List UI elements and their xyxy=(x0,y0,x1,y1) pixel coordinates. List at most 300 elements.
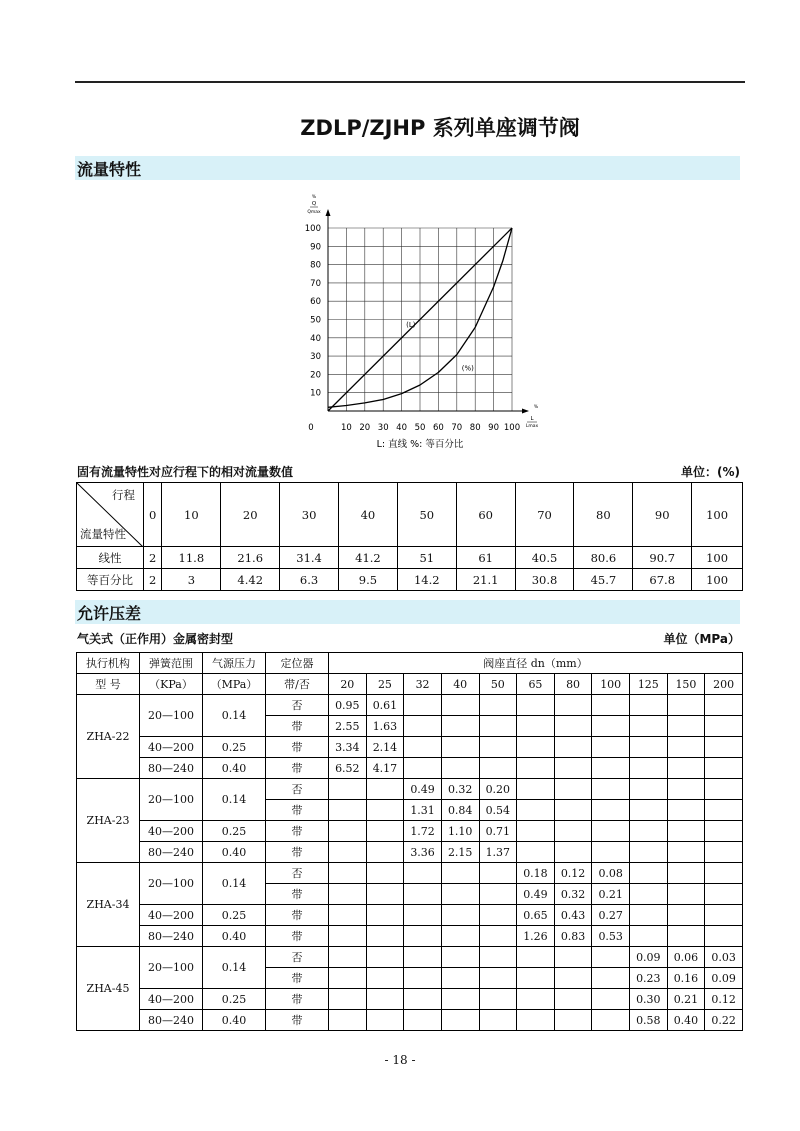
pressure-cell: 0.53 xyxy=(592,926,630,947)
pressure-cell xyxy=(592,737,630,758)
actuator-model: ZHA-45 xyxy=(77,947,140,1031)
table1-cell: 30.8 xyxy=(515,569,574,591)
pressure-cell xyxy=(366,926,404,947)
x-unit-l: L xyxy=(530,416,534,422)
pressure-cell xyxy=(517,947,555,968)
air-pressure: 0.14 xyxy=(203,947,266,989)
pressure-cell xyxy=(404,947,442,968)
pressure-cell xyxy=(366,842,404,863)
table-row xyxy=(77,863,743,884)
pressure-cell: 0.65 xyxy=(517,905,555,926)
table1-stroke-header: 100 xyxy=(692,483,743,547)
table1-stroke-header: 90 xyxy=(633,483,692,547)
positioner: 带 xyxy=(266,989,329,1010)
table-row xyxy=(77,821,743,842)
x-unit-top: % xyxy=(533,405,539,410)
pressure-cell xyxy=(667,716,705,737)
pressure-cell xyxy=(366,968,404,989)
pressure-cell xyxy=(479,884,517,905)
header-dn: 65 xyxy=(517,674,555,695)
pressure-cell: 2.15 xyxy=(441,842,479,863)
table2-header-row-1 xyxy=(77,653,743,674)
document-title: ZDLP/ZJHP 系列单座调节阀 xyxy=(300,116,580,140)
pressure-cell: 2.14 xyxy=(366,737,404,758)
pressure-cell: 1.31 xyxy=(404,800,442,821)
spring-range: 80—240 xyxy=(140,926,203,947)
positioner: 带 xyxy=(266,968,329,989)
pressure-cell xyxy=(592,695,630,716)
pressure-cell xyxy=(441,737,479,758)
pressure-cell xyxy=(366,800,404,821)
pressure-cell: 0.06 xyxy=(667,947,705,968)
header-dn: 25 xyxy=(366,674,404,695)
pressure-cell xyxy=(329,863,367,884)
pressure-cell xyxy=(517,779,555,800)
x-tick-label: 80 xyxy=(469,423,481,433)
pressure-cell: 0.21 xyxy=(592,884,630,905)
pressure-cell: 0.95 xyxy=(329,695,367,716)
pressure-cell xyxy=(630,695,668,716)
positioner: 带 xyxy=(266,884,329,905)
pressure-cell: 0.84 xyxy=(441,800,479,821)
air-pressure: 0.14 xyxy=(203,863,266,905)
header-dn: 100 xyxy=(592,674,630,695)
relative-flow-table xyxy=(76,482,743,591)
pressure-cell xyxy=(705,779,743,800)
pressure-cell xyxy=(630,821,668,842)
positioner: 带 xyxy=(266,800,329,821)
pressure-cell xyxy=(366,989,404,1010)
positioner: 否 xyxy=(266,863,329,884)
header-dn: 80 xyxy=(554,674,592,695)
table1-row-label: 线性 xyxy=(77,547,144,569)
pressure-cell: 0.18 xyxy=(517,863,555,884)
table1-stroke-header: 40 xyxy=(339,483,398,547)
pressure-cell xyxy=(554,758,592,779)
table1-cell: 6.3 xyxy=(280,569,339,591)
table1-stroke-header: 30 xyxy=(280,483,339,547)
y-unit-top: % xyxy=(311,195,317,200)
pressure-cell xyxy=(554,716,592,737)
header-spring: 弹簧范围 xyxy=(140,653,203,674)
x-tick-label: 10 xyxy=(340,423,352,433)
pressure-cell xyxy=(329,905,367,926)
pressure-cell xyxy=(705,884,743,905)
spring-range: 20—100 xyxy=(140,695,203,737)
table1-stroke-header: 50 xyxy=(397,483,456,547)
table1-cell: 40.5 xyxy=(515,547,574,569)
pressure-cell xyxy=(592,968,630,989)
actuator-model: ZHA-22 xyxy=(77,695,140,779)
x-tick-label: 70 xyxy=(451,423,463,433)
y-unit-bottom: Qmax xyxy=(307,210,321,215)
pressure-cell xyxy=(441,863,479,884)
pressure-cell xyxy=(404,863,442,884)
header-dn: 150 xyxy=(667,674,705,695)
header-seat-diameter: 阀座直径 dn（mm） xyxy=(329,653,743,674)
pressure-cell xyxy=(404,989,442,1010)
table1-header-row xyxy=(77,483,743,547)
table1-caption: 固有流量特性对应行程下的相对流量数值 xyxy=(77,465,294,479)
spring-range: 40—200 xyxy=(140,989,203,1010)
table1-cell: 21.6 xyxy=(221,547,280,569)
pressure-cell xyxy=(517,716,555,737)
table1-corner-cell xyxy=(77,483,144,547)
y-tick-label: 10 xyxy=(310,388,321,399)
pressure-cell: 0.61 xyxy=(366,695,404,716)
pressure-cell xyxy=(404,758,442,779)
x-tick-label: 30 xyxy=(377,423,389,433)
pressure-cell xyxy=(441,716,479,737)
y-tick-label: 100 xyxy=(304,224,321,234)
pressure-cell xyxy=(705,800,743,821)
table-row xyxy=(77,758,743,779)
y-tick-label: 60 xyxy=(310,297,321,308)
pressure-cell xyxy=(554,737,592,758)
pressure-cell xyxy=(554,968,592,989)
pressure-cell xyxy=(667,821,705,842)
pressure-cell xyxy=(705,716,743,737)
air-pressure: 0.25 xyxy=(203,737,266,758)
table1-cell: 90.7 xyxy=(633,547,692,569)
header-dn: 20 xyxy=(329,674,367,695)
table-row xyxy=(77,737,743,758)
table2-caption: 气关式（正作用）金属密封型 xyxy=(77,632,234,646)
pressure-cell xyxy=(554,989,592,1010)
positioner: 带 xyxy=(266,1010,329,1031)
pressure-difference-table xyxy=(76,652,743,1031)
pressure-cell xyxy=(630,905,668,926)
pressure-cell xyxy=(441,926,479,947)
pressure-cell: 2.55 xyxy=(329,716,367,737)
section-allowable-pressure xyxy=(75,600,740,624)
positioner: 否 xyxy=(266,779,329,800)
pressure-cell: 0.09 xyxy=(630,947,668,968)
pressure-cell xyxy=(404,968,442,989)
pressure-cell xyxy=(329,968,367,989)
pressure-cell: 0.21 xyxy=(667,989,705,1010)
pressure-cell xyxy=(554,695,592,716)
pressure-cell xyxy=(554,947,592,968)
pressure-cell xyxy=(404,884,442,905)
actuator-model: ZHA-23 xyxy=(77,779,140,863)
table1-stroke-header: 10 xyxy=(162,483,221,547)
table1-cell: 61 xyxy=(456,547,515,569)
spring-range: 40—200 xyxy=(140,905,203,926)
pressure-cell: 0.58 xyxy=(630,1010,668,1031)
page-number: - 18 - xyxy=(384,1053,416,1067)
pressure-cell xyxy=(404,737,442,758)
pressure-cell xyxy=(441,695,479,716)
pressure-cell: 0.54 xyxy=(479,800,517,821)
table-row xyxy=(77,779,743,800)
pressure-cell xyxy=(441,758,479,779)
pressure-cell: 1.37 xyxy=(479,842,517,863)
table-row xyxy=(77,947,743,968)
pressure-cell xyxy=(329,1010,367,1031)
positioner: 带 xyxy=(266,842,329,863)
table1-cell: 100 xyxy=(692,547,743,569)
pressure-cell xyxy=(441,968,479,989)
pressure-cell xyxy=(329,779,367,800)
pressure-cell xyxy=(404,905,442,926)
pressure-cell xyxy=(366,821,404,842)
pressure-cell xyxy=(630,926,668,947)
x-axis-arrow xyxy=(522,409,529,414)
table1-cell: 45.7 xyxy=(574,569,633,591)
pressure-cell xyxy=(592,800,630,821)
table-row xyxy=(77,547,743,569)
table1-cell: 2 xyxy=(144,569,162,591)
table2-header-row-2 xyxy=(77,674,743,695)
table1-stroke-header: 0 xyxy=(144,483,162,547)
pressure-cell xyxy=(630,884,668,905)
pressure-cell xyxy=(441,1010,479,1031)
pressure-cell xyxy=(479,947,517,968)
pressure-cell xyxy=(630,842,668,863)
table1-cell: 100 xyxy=(692,569,743,591)
pressure-cell: 0.49 xyxy=(517,884,555,905)
header-air-unit: （MPa） xyxy=(203,674,266,695)
origin-label: 0 xyxy=(308,423,314,433)
table1-stroke-header: 80 xyxy=(574,483,633,547)
spring-range: 80—240 xyxy=(140,1010,203,1031)
positioner: 否 xyxy=(266,695,329,716)
pressure-cell: 0.12 xyxy=(705,989,743,1010)
pressure-cell xyxy=(667,758,705,779)
pressure-cell: 4.17 xyxy=(366,758,404,779)
table1-cell: 9.5 xyxy=(339,569,398,591)
pressure-cell xyxy=(517,800,555,821)
pressure-cell xyxy=(479,1010,517,1031)
actuator-model: ZHA-34 xyxy=(77,863,140,947)
table1-stroke-header: 20 xyxy=(221,483,280,547)
table1-cell: 21.1 xyxy=(456,569,515,591)
pressure-cell: 6.52 xyxy=(329,758,367,779)
pressure-cell xyxy=(479,695,517,716)
x-tick-label: 90 xyxy=(488,423,500,433)
spring-range: 20—100 xyxy=(140,779,203,821)
pressure-cell xyxy=(329,842,367,863)
spring-range: 20—100 xyxy=(140,947,203,989)
pressure-cell xyxy=(705,842,743,863)
pressure-cell xyxy=(517,968,555,989)
pressure-cell: 0.49 xyxy=(404,779,442,800)
table-row xyxy=(77,1010,743,1031)
table-row xyxy=(77,905,743,926)
section-title-flow: 流量特性 xyxy=(77,160,142,179)
pressure-cell xyxy=(592,716,630,737)
pressure-cell: 3.36 xyxy=(404,842,442,863)
table1-cell: 11.8 xyxy=(162,547,221,569)
pressure-cell xyxy=(705,737,743,758)
pressure-cell xyxy=(705,758,743,779)
spring-range: 20—100 xyxy=(140,863,203,905)
x-tick-label: 100 xyxy=(503,423,521,433)
pressure-cell xyxy=(630,758,668,779)
positioner: 否 xyxy=(266,947,329,968)
table1-cell: 4.42 xyxy=(221,569,280,591)
pressure-cell: 0.16 xyxy=(667,968,705,989)
pressure-cell xyxy=(667,800,705,821)
pressure-cell: 0.32 xyxy=(441,779,479,800)
x-tick-label: 50 xyxy=(414,423,426,433)
table1-cell: 51 xyxy=(397,547,456,569)
pressure-cell xyxy=(592,779,630,800)
pressure-cell xyxy=(404,926,442,947)
header-dn: 32 xyxy=(404,674,442,695)
section-title-pressure: 允许压差 xyxy=(77,604,142,623)
table-row xyxy=(77,989,743,1010)
pressure-cell: 1.72 xyxy=(404,821,442,842)
table1-cell: 14.2 xyxy=(397,569,456,591)
pressure-cell xyxy=(517,1010,555,1031)
header-dn: 50 xyxy=(479,674,517,695)
pressure-cell xyxy=(667,926,705,947)
x-tick-label: 20 xyxy=(359,423,371,433)
pressure-cell: 0.23 xyxy=(630,968,668,989)
pressure-cell xyxy=(667,695,705,716)
air-pressure: 0.40 xyxy=(203,758,266,779)
pressure-cell xyxy=(554,842,592,863)
table1-corner-bottom: 流量特性 xyxy=(80,527,126,541)
pressure-cell xyxy=(329,989,367,1010)
pressure-cell: 0.40 xyxy=(667,1010,705,1031)
pressure-cell: 1.26 xyxy=(517,926,555,947)
pressure-cell xyxy=(517,821,555,842)
pressure-cell xyxy=(517,737,555,758)
pressure-cell xyxy=(329,821,367,842)
pressure-cell xyxy=(329,800,367,821)
pressure-cell xyxy=(479,968,517,989)
table1-row-label: 等百分比 xyxy=(77,569,144,591)
y-tick-label: 30 xyxy=(310,352,321,363)
y-axis-arrow xyxy=(326,209,331,216)
header-dn: 200 xyxy=(705,674,743,695)
top-rule xyxy=(75,81,745,83)
spring-range: 40—200 xyxy=(140,821,203,842)
air-pressure: 0.25 xyxy=(203,989,266,1010)
air-pressure: 0.25 xyxy=(203,905,266,926)
pressure-cell: 0.83 xyxy=(554,926,592,947)
table1-cell: 2 xyxy=(144,547,162,569)
positioner: 带 xyxy=(266,821,329,842)
pressure-cell xyxy=(554,1010,592,1031)
positioner: 带 xyxy=(266,758,329,779)
positioner: 带 xyxy=(266,737,329,758)
pressure-cell xyxy=(554,821,592,842)
pressure-cell xyxy=(667,905,705,926)
pressure-cell: 0.43 xyxy=(554,905,592,926)
table1-cell: 80.6 xyxy=(574,547,633,569)
air-pressure: 0.40 xyxy=(203,842,266,863)
pressure-cell: 0.08 xyxy=(592,863,630,884)
header-actuator: 执行机构 xyxy=(77,653,140,674)
air-pressure: 0.14 xyxy=(203,695,266,737)
pressure-cell xyxy=(404,716,442,737)
table1-cell: 3 xyxy=(162,569,221,591)
pressure-cell xyxy=(705,926,743,947)
table1-corner-top: 行程 xyxy=(112,488,135,502)
pressure-cell xyxy=(441,905,479,926)
pressure-cell: 0.03 xyxy=(705,947,743,968)
pressure-cell xyxy=(667,779,705,800)
table-row xyxy=(77,842,743,863)
pressure-cell xyxy=(366,947,404,968)
pressure-cell xyxy=(630,716,668,737)
pressure-cell xyxy=(592,1010,630,1031)
pressure-cell xyxy=(329,947,367,968)
pressure-cell xyxy=(479,905,517,926)
header-dn: 125 xyxy=(630,674,668,695)
series-label-linear: (L) xyxy=(406,320,416,329)
x-tick-label: 60 xyxy=(432,423,444,433)
table1-unit: 单位：(%) xyxy=(681,465,740,479)
pressure-cell: 0.30 xyxy=(630,989,668,1010)
pressure-cell xyxy=(329,884,367,905)
pressure-cell xyxy=(404,695,442,716)
pressure-cell xyxy=(705,863,743,884)
pressure-cell: 1.63 xyxy=(366,716,404,737)
air-pressure: 0.14 xyxy=(203,779,266,821)
pressure-cell xyxy=(441,989,479,1010)
pressure-cell: 0.12 xyxy=(554,863,592,884)
positioner: 带 xyxy=(266,905,329,926)
pressure-cell xyxy=(366,884,404,905)
pressure-cell xyxy=(404,1010,442,1031)
pressure-cell xyxy=(366,905,404,926)
flow-characteristic-chart xyxy=(290,185,550,457)
pressure-cell: 1.10 xyxy=(441,821,479,842)
pressure-cell xyxy=(705,905,743,926)
pressure-cell xyxy=(366,779,404,800)
pressure-cell: 0.09 xyxy=(705,968,743,989)
header-air-pressure: 气源压力 xyxy=(203,653,266,674)
header-positioner: 定位器 xyxy=(266,653,329,674)
pressure-cell: 3.34 xyxy=(329,737,367,758)
pressure-cell xyxy=(630,737,668,758)
pressure-cell xyxy=(667,842,705,863)
header-dn: 40 xyxy=(441,674,479,695)
pressure-cell xyxy=(441,947,479,968)
pressure-cell xyxy=(517,989,555,1010)
series-label-equal-percentage: (%) xyxy=(461,364,474,373)
pressure-cell xyxy=(705,695,743,716)
y-tick-label: 70 xyxy=(310,278,321,289)
table-row xyxy=(77,926,743,947)
pressure-cell xyxy=(517,842,555,863)
spring-range: 80—240 xyxy=(140,758,203,779)
pressure-cell xyxy=(630,863,668,884)
pressure-cell xyxy=(592,989,630,1010)
pressure-cell xyxy=(554,800,592,821)
table1-stroke-header: 60 xyxy=(456,483,515,547)
header-actuator-model: 型 号 xyxy=(77,674,140,695)
y-tick-label: 20 xyxy=(310,370,321,381)
pressure-cell: 0.22 xyxy=(705,1010,743,1031)
x-unit-bottom: Lmax xyxy=(525,424,539,429)
pressure-cell xyxy=(592,947,630,968)
pressure-cell xyxy=(479,758,517,779)
y-tick-label: 50 xyxy=(310,315,321,326)
pressure-cell xyxy=(479,716,517,737)
pressure-cell xyxy=(441,884,479,905)
table1-stroke-header: 70 xyxy=(515,483,574,547)
pressure-cell xyxy=(667,863,705,884)
y-tick-label: 80 xyxy=(310,260,321,271)
pressure-cell xyxy=(630,779,668,800)
header-spring-unit: （KPa） xyxy=(140,674,203,695)
